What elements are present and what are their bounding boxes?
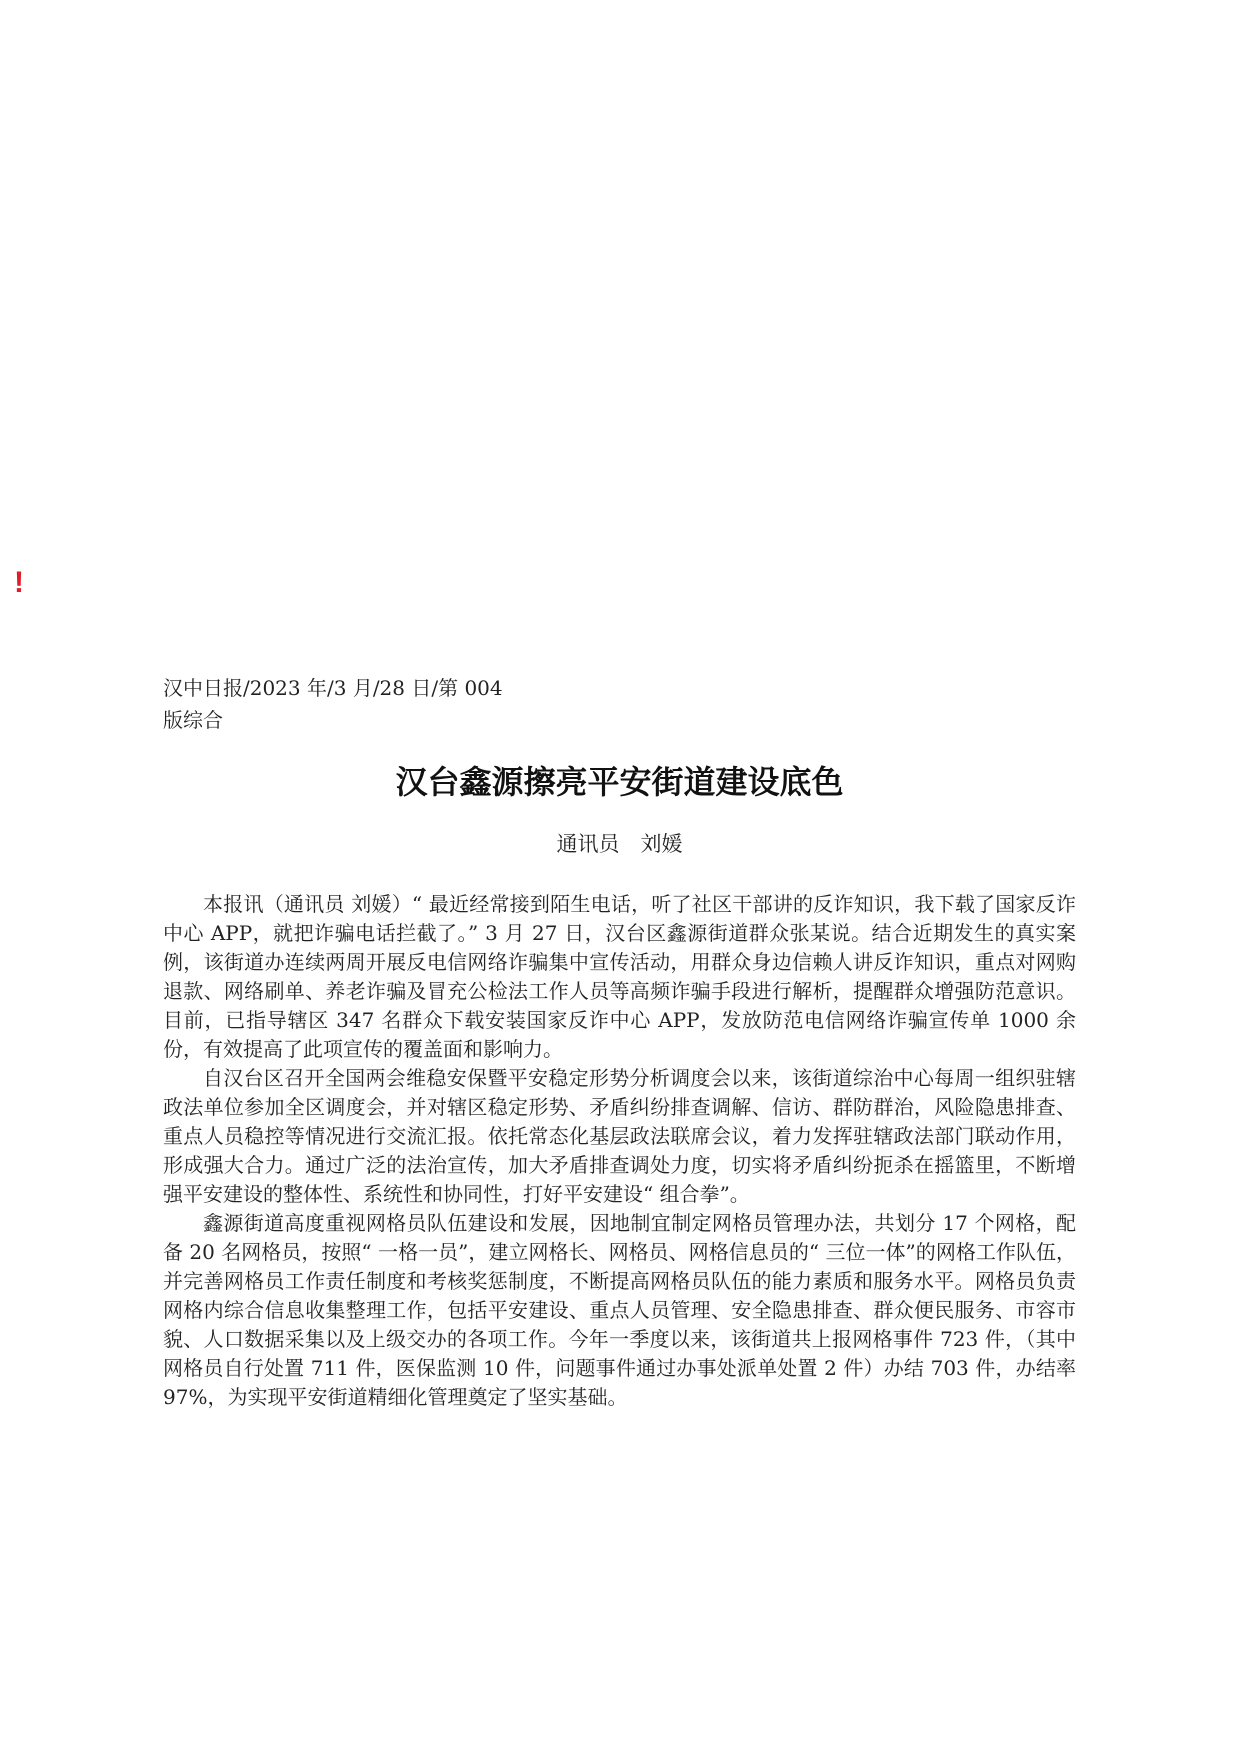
newspaper-source-line: 汉中日报/2023 年/3 月/28 日/第 004 版综合 — [163, 676, 503, 732]
margin-exclamation-mark: ! — [14, 566, 24, 599]
article-paragraph-2: 自汉台区召开全国两会维稳安保暨平安稳定形势分析调度会以来，该街道综治中心每周一组织驻辖政法单位参加全区调度会，并对辖区稳定形势、矛盾纠纷排查调解、信访、群防群治，风险隐患排查、重点人员稳控等情况进行交流汇报。依托常态化基层政法联席会议，着力发挥驻辖政法部门联动作用，形成强大合力。通过广泛的法治宣传，加大矛盾排查调处力度，切实将矛盾纠纷扼杀在摇篮里，不断增强平安建设的整体性、系统性和协同性，打好平安建设“ 组合拳”。 — [163, 1066, 1076, 1206]
article-byline: 通讯员 刘媛 — [556, 832, 683, 856]
article-headline: 汉台鑫源擦亮平安街道建设底色 — [395, 763, 844, 801]
article-paragraph-1: 本报讯（通讯员 刘媛）“ 最近经常接到陌生电话，听了社区干部讲的反诈知识，我下载了国家反诈中心 APP，就把诈骗电话拦截了。” 3 月 27 日，汉台区鑫源街道群众张某说。结合近期发生的真实案例，该街道办连续两周开展反电信网络诈骗集中宣传活动，用群众身边信赖人讲反诈知识，重点对网购退款、网络刷单、养老诈骗及冒充公检法工作人员等高频诈骗手段进行解析，提醒群众增强防范意识。目前，已指导辖区 347 名群众下载安装国家反诈中心 APP，发放防范电信网络诈骗宣传单 1000 余份，有效提高了此项宣传的覆盖面和影响力。 — [163, 892, 1076, 1061]
article-paragraph-3: 鑫源街道高度重视网格员队伍建设和发展，因地制宜制定网格员管理办法，共划分 17 个网格，配备 20 名网格员，按照“ 一格一员”，建立网格长、网格员、网格信息员的“ 三位一体”的网格工作队伍，并完善网格员工作责任制度和考核奖惩制度，不断提高网格员队伍的能力素质和服务水平。网格员负责网格内综合信息收集整理工作，包括平安建设、重点人员管理、安全隐患排查、群众便民服务、市容市貌、人口数据采集以及上级交办的各项工作。今年一季度以来，该街道共上报网格事件 723 件，（其中网格员自行处置 711 件，医保监测 10 件，问题事件通过办事处派单处置 2 件）办结 703 件，办结率 97%，为实现平安街道精细化管理奠定了坚实基础。 — [163, 1211, 1076, 1409]
article-body — [163, 890, 1076, 1412]
